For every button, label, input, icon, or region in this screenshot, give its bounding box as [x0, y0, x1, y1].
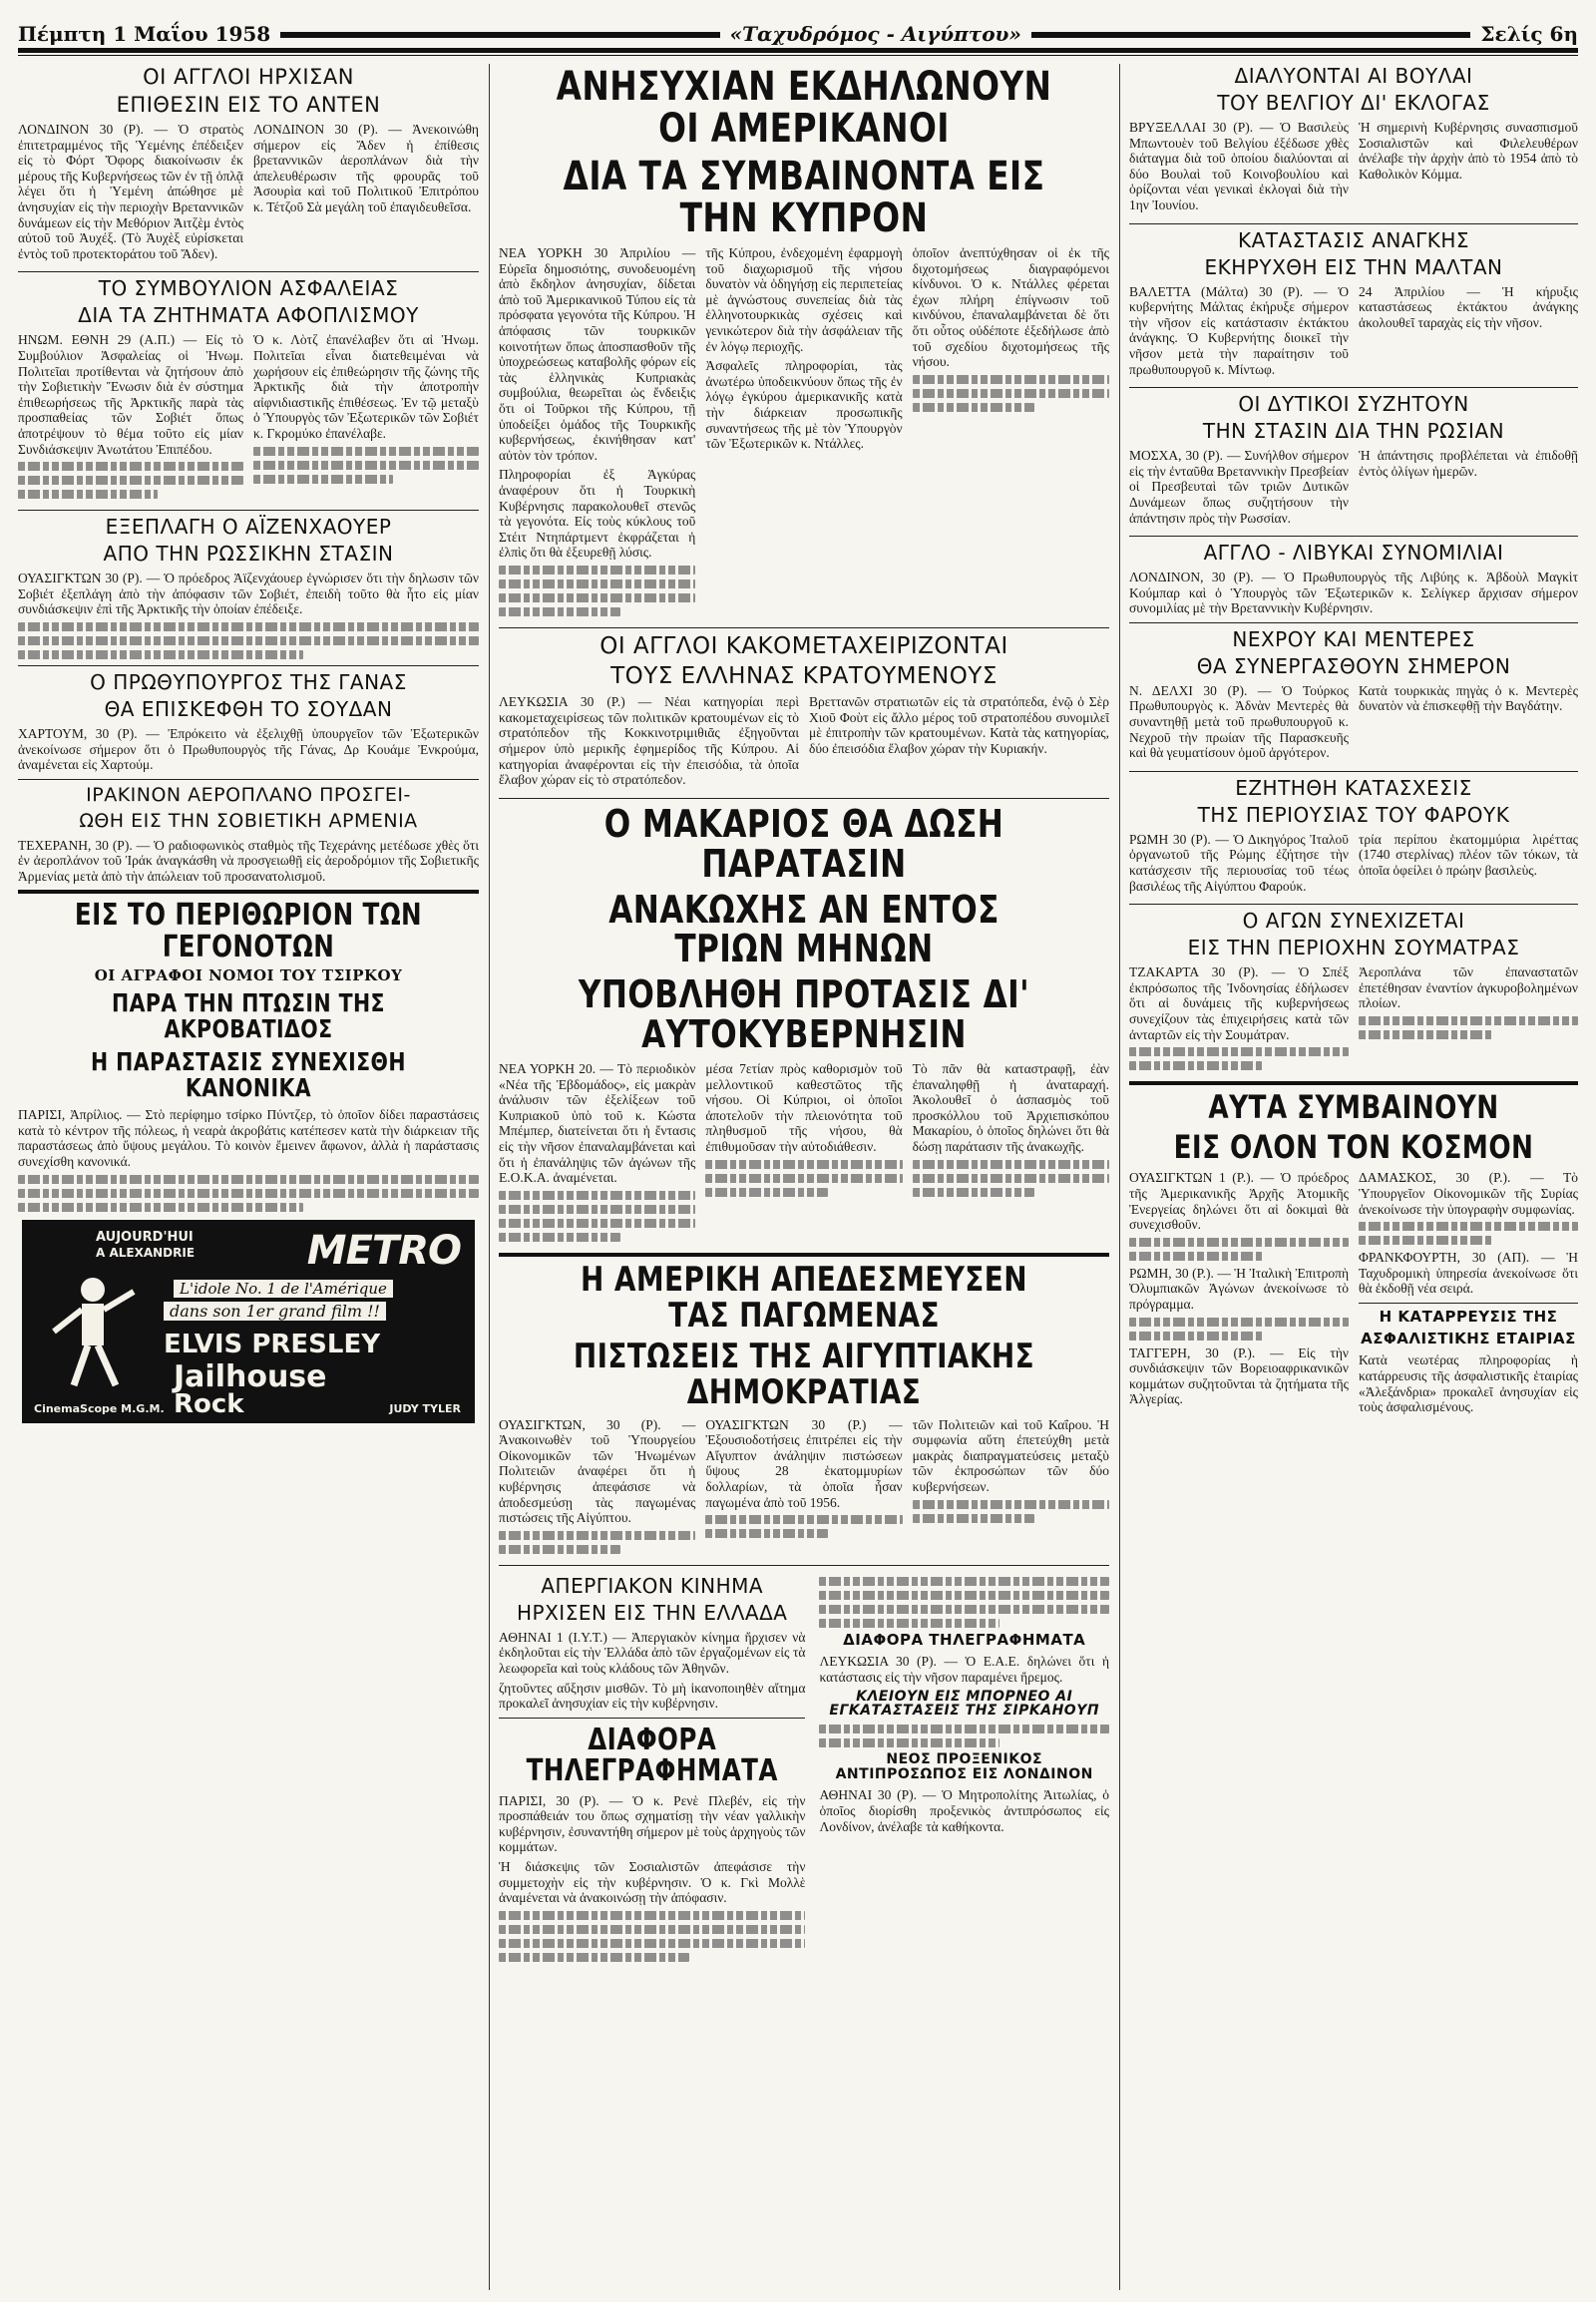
masthead-rule-right	[1031, 32, 1470, 38]
headline: ΑΓΓΛΟ - ΛΙΒΥΚΑΙ ΣΥΝΟΜΙΛΙΑΙ	[1203, 541, 1504, 566]
article-body: 24 Ἀπριλίου — Ἡ κήρυξις καταστάσεως ἐκτάκτου ἀνάγκης ἀκολουθεῖ ταραχὰς εἰς τὴν νῆσον.	[1359, 283, 1578, 330]
article-body: Κατὰ τουρκικὰς πηγὰς ὁ κ. Μεντερὲς δυνατὸν νὰ ἐπισκεφθῇ τὴν Βαγδάτην.	[1359, 682, 1578, 714]
headline: ΑΝΗΣΥΧΙΑΝ ΕΚΔΗΛΩΝΟΥΝ ΟΙ ΑΜΕΡΙΚΑΝΟΙ	[556, 64, 1052, 152]
headline: ΔΙΑΦΟΡΑ ΤΗΛΕΓΡΑΦΗΜΑΤΑ	[526, 1722, 778, 1789]
headline: Η ΠΑΡΑΣΤΑΣΙΣ ΣΥΝΕΧΙΣΘΗ ΚΑΝΟΝΙΚΑ	[91, 1046, 406, 1102]
article-body: ΜΟΣΧΑ, 30 (Ρ). — Συνήλθον σήμερον εἰς τὴν ἐνταῦθα Βρεταννικὴν Πρεσβείαν οἱ Πρεσβευταὶ τῶν τριῶν Δυτικῶν Δυνάμεων ὅπως συζητήσουν τὴν ἀπάντησιν πρὸς τὴν Ρωσσίαν.	[1129, 448, 1349, 526]
article-sumatra	[1129, 911, 1578, 1075]
column-left	[18, 62, 479, 2292]
article-security-council	[18, 278, 479, 504]
headline: ΗΡΧΙΣΕΝ ΕΙΣ ΤΗΝ ΕΛΛΑΔΑ	[517, 1600, 788, 1625]
article-egypt-credits	[499, 1259, 1109, 1559]
headline: ΚΑΤΑΣΤΑΣΙΣ ΑΝΑΓΚΗΣ	[1237, 227, 1470, 252]
article-body: ΑΘΗΝΑΙ 30 (Ρ). — Ὁ Μητροπολίτης Ἀιτωλίας, ὁ ὁποῖος διορίσθη προξενικὸς ἀντιπρόσωπος εἰς Λονδίνον, ἀνέλαβε τὰ καθήκοντα.	[819, 1787, 1109, 1834]
headline: ΑΠΟ ΤΗΝ ΡΩΣΣΙΚΗΝ ΣΤΑΣΙΝ	[103, 542, 394, 567]
article-ghana-pm	[18, 669, 479, 773]
article-body: ΒΡΥΞΕΛΛΑΙ 30 (Ρ). — Ὁ Βασιλεὺς Μπωντουὲν τοῦ Βελγίου ἐξέδωσε χθὲς διάταγμα διὰ τοῦ ὁποίου διαλύονται αἱ δύο Βουλαὶ τοῦ Κοινοβουλίου καὶ ὁρίζονται νέαι γενικαὶ ἐκλογαὶ διὰ τὴν 1ην Ἰουνίου.	[1129, 120, 1349, 212]
headline: ΩΘΗ ΕΙΣ ΤΗΝ ΣΟΒΙΕΤΙΚΗ ΑΡΜΕΝΙΑ	[79, 809, 418, 832]
article-iraqi-plane	[18, 783, 479, 885]
article-body: ΔΑΜΑΣΚΟΣ, 30 (Ρ.). — Τὸ Ὑπουργεῖον Οἰκονομικῶν τῆς Συρίας ἀνεκοίνωσε τὴν ὑπογραφὴν συμφωνίας.	[1359, 1170, 1578, 1217]
headline: ΤΟ ΣΥΜΒΟΥΛΙΟΝ ΑΣΦΑΛΕΙΑΣ	[98, 276, 399, 301]
headline: ΠΑΡΑ ΤΗΝ ΠΤΩΣΙΝ ΤΗΣ ΑΚΡΟΒΑΤΙΔΟΣ	[112, 988, 385, 1044]
article-body: ΗΝΩΜ. ΕΘΝΗ 29 (Α.Π.) — Εἰς τὸ Συμβούλιον Ἀσφαλείας οἱ Ἡνωμ. Πολιτεῖαι προτίθενται νὰ ζητήσουν ἀπὸ τὴν Σοβιετικὴν Ἕνωσιν διὰ ἐν σύστημα ἐπιθεωρήσεως τῆς Ἀρκτικῆς παρὰ τὰς προσπαθείας τῶν Σοβιέτ ὅπως ἀποτρέψουν τὸ θέμα τοῦτο εἰς μίαν Συνδιάσκεψιν Ἀνωτάτου Ἐπιπέδου.	[18, 332, 243, 457]
headline: ΑΥΤΑ ΣΥΜΒΑΙΝΟΥΝ	[1208, 1088, 1499, 1127]
headline: ΥΠΟΒΛΗΘΗ ΠΡΟΤΑΣΙΣ ΔΙ' ΑΥΤΟΚΥΒΕΡΝΗΣΙΝ	[578, 972, 1030, 1057]
column-divider-1	[489, 64, 490, 2290]
headline: ΙΡΑΚΙΝΟΝ ΑΕΡΟΠΛΑΝΟ ΠΡΟΣΓΕΙ-	[86, 783, 411, 806]
masthead-rule-left	[280, 32, 719, 38]
article-body: ὁποῖον ἀνεπτύχθησαν οἱ ἐκ τῆς διχοτομήσεως διαγραφόμενοι κίνδυνοι. Ὁ κ. Ντάλλες φέρεται ἐχων πλήρη ἐπίγνωσιν τοῦ κινδύνου, ἐπαναλαμβάνεται δὲ ὅτι ὅτι οὗτος οὐδέποτε ἐξεδήλωσε ἀπὸ τοῦ σχεδίου διχοτομήσεως τῆς νήσου.	[912, 245, 1109, 370]
article-body: Ἡ ἀπάντησις προβλέπεται νὰ ἐπιδοθῇ ἐντὸς ὀλίγων ἡμερῶν.	[1359, 448, 1578, 479]
masthead-date: Πέμπτη 1 Μαΐου 1958	[18, 22, 271, 46]
article-body: ΟΥΑΣΙΓΚΤΩΝ 1 (Ρ.). — Ὁ πρόεδρος τῆς Ἀμερικανικῆς Ἀρχῆς Ἀτομικῆς Ἐνεργείας δηλώνει ὅτι αἱ δοκιμαὶ θὰ συνεχισθοῦν.	[1129, 1170, 1349, 1233]
headline: Η ΚΑΤΑΡΡΕΥΣΙΣ ΤΗΣ	[1379, 1307, 1558, 1326]
article-body: ΟΥΑΣΙΓΚΤΩΝ 30 (Ρ). — Ὁ πρόεδρος Ἀϊζενχάουερ ἐγνώρισεν ὅτι τὴν δηλωσιν τῶν Σοβιέτ ἐξεπλάγη ἀπὸ τὴν ἀπόφασιν τῶν Σοβιέτ, ἐπειδὴ τοῦτο θὰ ἦτο εἰς μίαν συνδιάσκεψιν ἐπὶ τῆς Ἀρκτικῆς τὴν ὁποίαν ἐπέδειξε.	[18, 571, 479, 617]
headline: ΔΙΑ ΤΑ ΣΥΜΒΑΙΝΟΝΤΑ ΕΙΣ ΤΗΝ ΚΥΠΡΟΝ	[563, 154, 1045, 241]
article-body: ΛΕΥΚΩΣΙΑ 30 (Ρ.) — Νέαι κατηγορίαι περὶ κακομεταχειρίσεως τῶν πολιτικῶν κρατουμένων εἰς τὸ στρατόπεδον τῆς Κοκκινοτριμιθιᾶς ἐξηγοῦνται σήμερον ὑπὸ μερικῆς ἐφημερίδος τῆς Κύπρου. Αἱ κατηγορίαι ἀναφέρονται εἰς τὴν ἐπεισόδια, τὰ ὁποῖα ἔλαβον χώραν εἰς τὸ στρατόπεδον.	[499, 694, 799, 788]
dancer-figure-illustration	[38, 1272, 148, 1391]
article-body: ΤΑΓΓΕΡΗ, 30 (Ρ.). — Εἰς τὴν συνδιάσκεψιν τῶν Βορειοαφρικανικῶν κομμάτων συζητοῦνται τὰ ζητήματα τῆς Ἀλγερίας.	[1129, 1344, 1349, 1407]
article-body: ΟΥΑΣΙΓΚΤΩΝ, 30 (Ρ). — Ἀνακοινωθὲν τοῦ Ὑπουργείου Οἰκονομικῶν τῶν Ἡνωμένων Πολιτειῶν ἀναφέρει ὅτι ἡ κυβέρνησις ἀπεφάσισε νὰ ἀποδεσμεύσῃ τὰς παγωμένας πιστώσεις τῆς Αἰγύπτου.	[499, 1416, 696, 1526]
headline: ΕΖΗΤΗΘΗ ΚΑΤΑΣΧΕΣΙΣ	[1235, 775, 1472, 800]
headline: ΘΑ ΣΥΝΕΡΓΑΣΘΟΥΝ ΣΗΜΕΡΟΝ	[1196, 653, 1511, 678]
subheadline: ΔΙΑΦΟΡΑ ΤΗΛΕΓΡΑΦΗΜΑΤΑ	[843, 1630, 1086, 1649]
headline: ΝΕΧΡΟΥ ΚΑΙ ΜΕΝΤΕΡΕΣ	[1232, 626, 1475, 651]
headline: ΟΙ ΔΥΤΙΚΟΙ ΣΥΖΗΤΟΥΝ	[1238, 392, 1469, 417]
article-circus	[18, 900, 479, 1211]
article-makarios	[499, 801, 1109, 1247]
ad-costar: JUDY TYLER	[389, 1401, 461, 1415]
headline: ΑΠΕΡΓΙΑΚΟΝ ΚΙΝΗΜΑ	[541, 1573, 764, 1598]
article-greek-strike	[499, 1573, 806, 1712]
subheadline: ΚΛΕΙΟΥΝ ΕΙΣ ΜΠΟΡΝΕΟ ΑΙ ΕΓΚΑΤΑΣΤΑΣΕΙΣ ΤΗΣ ΣΙΡΚΑΗΟΥΠ	[829, 1688, 1100, 1720]
ad-cinema-name: METRO	[306, 1227, 461, 1274]
subheadline: ΝΕΟΣ ΠΡΟΞΕΝΙΚΟΣ ΑΝΤΙΠΡΟΣΩΠΟΣ ΕΙΣ ΛΟΝΔΙΝΟΝ	[835, 1751, 1093, 1782]
headline: ΠΙΣΤΩΣΕΙΣ ΤΗΣ ΑΙΓΥΠΤΙΑΚΗΣ ΔΗΜΟΚΡΑΤΙΑΣ	[573, 1337, 1035, 1412]
article-body: ΦΡΑΝΚΦΟΥΡΤΗ, 30 (ΑΠ). — Ἡ Ταχυδρομικὴ ὑπηρεσία ἀνεκοίνωσε ὅτι θὰ ἐκδοθῇ νέα σειρά.	[1359, 1250, 1578, 1297]
column-center	[499, 62, 1109, 2292]
article-body: Ἡ διάσκεψις τῶν Σοσιαλιστῶν ἀπεφάσισε τὴν συμμετοχὴν εἰς τὴν κυβέρνησιν. Ὁ κ. Γκὶ Μολλὲ ἀναμένεται νὰ ἀνακοινώσῃ τὴν ἀπόφασιν.	[499, 1859, 806, 1906]
article-body: ΤΕΧΕΡΑΝΗ, 30 (Ρ). — Ὁ ραδιοφωνικὸς σταθμὸς τῆς Τεχεράνης μετέδωσε χθὲς ὅτι ἐν ἀεροπλάνον τοῦ Ἰράκ ἀναγκάσθη νὰ προσγειωθῇ εἰς ἀεροδρόμιον τῆς Σοβιετικῆς Ἀρμενίας μετὰ ἀπὸ τὴν ἀπώλειαν τοῦ προσανατολισμοῦ.	[18, 837, 479, 884]
ad-film-title: Jailhouse	[174, 1358, 327, 1394]
article-body: ΛΟΝΔΙΝΟΝ 30 (Ρ). — Ἀνεκοινώθη σήμερον εἰς Ἄδεν ἡ ἐπίθεσις βρεταννικῶν ἀεροπλάνων διὰ τὴν ἀπελευθέρωσιν τῆς φρουρᾶς τοῦ Ἀσουρὶα καὶ τοῦ Πολιτικοῦ Ἐπιτρόπου κ. Τέτζοῦ Σὰ μεγάλη τοῦ ἐπαγιδευθεῖσα.	[253, 122, 479, 215]
article-body: ΟΥΑΣΙΓΚΤΩΝ 30 (Ρ.) — Ἐξουσιοδοτήσεις ἐπιτρέπει εἰς τὴν Αἴγυπτον ἀνάληψιν πιστώσεων ὕψους 28 ἑκατομμυρίων δολλαρίων, τὰ ὁποῖα ἦσαν παγωμένα ἀπὸ τοῦ 1956.	[705, 1416, 903, 1510]
article-nehru-menderes	[1129, 626, 1578, 765]
column-divider-2	[1119, 64, 1120, 2290]
article-british-prisoners	[499, 634, 1109, 792]
article-body: μέσα 7ετίαν πρὸς καθορισμὸν τοῦ μελλοντικοῦ καθεστῶτος τῆς νήσου. Οἱ Κύπριοι, οἱ ὁποῖοι ἀποτελοῦν τὴν πλειονότητα τοῦ πληθυσμοῦ τῆς νήσου, θὰ ἐπιθυμοῦσαν τὴν αὐτοδιάθεσιν.	[705, 1061, 903, 1155]
headline: Ο ΠΡΩΘΥΠΟΥΡΓΟΣ ΤΗΣ ΓΑΝΑΣ	[90, 669, 407, 694]
headline: ΟΙ ΑΓΓΛΟΙ ΚΑΚΟΜΕΤΑΧΕΙΡΙΖΟΝΤΑΙ	[599, 632, 1008, 659]
masthead-page-number: Σελίς 6η	[1480, 22, 1578, 46]
article-body: τρία περίπου ἑκατομμύρια λιρέττας (1740 στερλίνας) πλέον τῶν τόκων, τὰ ὁποῖα ὀφείλει ὁ πρώην βασιλεὺς.	[1359, 831, 1578, 879]
article-world-news	[1129, 1088, 1578, 1419]
ad-star-name: ELVIS PRESLEY	[164, 1329, 381, 1359]
article-body: ΛΟΝΔΙΝΟΝ 30 (Ρ). — Ὁ στρατὸς ἐπιτετραμμένος τῆς Ὑεμένης ἐπέδειξεν εἰς τὸ Φόρτ Ὄφορς διακοίνωσιν ἐκ μέρους τῆς Κυβερνήσεως τῶν ἐν τῇ ὁπλᾷ λέγει ὅτι ἡ Ὑεμένη ἀπώθησε μὲ ἀνησυχίαν εἰς τὴν περιοχὴν Βρεταννικῶν δυνάμεων εἰς τὴν Μεθόριον Ἀιτζὲμ ἐντὸς αὐτοῦ τοῦ Ἀυχέξ. (Τὸ Ἀυχὲξ εὑρίσκεται ἐντὸς τοῦ προτεκτοράτου τοῦ Ἄδεν).	[18, 122, 243, 261]
article-eisenhower	[18, 517, 479, 659]
headline: ΕΙΣ ΤΟ ΠΕΡΙΘΩΡΙΟΝ ΤΩΝ ΓΕΓΟΝΟΤΩΝ	[74, 898, 423, 964]
ad-credits: CinemaScope M.G.M.	[34, 1401, 165, 1415]
headline: ΤΟΥ ΒΕΛΓΙΟΥ ΔΙ' ΕΚΛΟΓΑΣ	[1217, 91, 1490, 115]
article-body: τῶν Πολιτειῶν καὶ τοῦ Καΐρου. Ἡ συμφωνία αὕτη ἐπετεύχθη μετὰ μακρὰς διαπραγματεύσεις μεταξὺ τῶν ἐκπροσώπων τῶν δύο κυβερνήσεων.	[912, 1416, 1109, 1494]
article-body: ΛΕΥΚΩΣΙΑ 30 (Ρ). — Ὁ Ε.Α.Ε. δηλώνει ὅτι ἡ κατάστασις εἰς τὴν νῆσον παραμένει ἤρεμος.	[819, 1654, 1109, 1686]
article-body: Ἡ σημερινὴ Κυβέρνησις συνασπισμοῦ Σοσιαλιστῶν καὶ Φιλελευθέρων ἀνέλαβε τὴν ἀρχὴν ἀπὸ τὸ 1954 ἀπὸ τὸ Καθολικὸν Κόμμα.	[1359, 120, 1578, 182]
article-body: ζητοῦντες αὔξησιν μισθῶν. Τὸ μὴ ἱκανοποιηθὲν αἴτημα προκαλεῖ ἀνησυχίαν εἰς τὴν κυβέρνησιν.	[499, 1680, 806, 1712]
headline: ΕΙΣ ΤΗΝ ΠΕΡΙΟΧΗΝ ΣΟΥΜΑΤΡΑΣ	[1187, 936, 1520, 960]
article-body: Ἀεροπλάνα τῶν ἐπαναστατῶν ἐπετέθησαν ἐναντίον ἀγκυροβολημένων πλοίων.	[1359, 964, 1578, 1011]
article-body: ΠΑΡΙΣΙ, 30 (Ρ). — Ὁ κ. Ρενὲ Πλεβέν, εἰς τὴν προσπάθειάν του ὅπως σχηματίσῃ τὴν νέαν γαλλικὴν κυβέρνησιν, ἐσυναντήθη σήμερον μὲ τοὺς ἀρχηγοὺς τῶν κομμάτων.	[499, 1792, 806, 1855]
headline: Ο ΑΓΩΝ ΣΥΝΕΧΙΖΕΤΑΙ	[1242, 909, 1465, 934]
article-west-russia	[1129, 394, 1578, 530]
ad-tagline: L'idole No. 1 de l'Amérique	[174, 1280, 393, 1298]
headline: ΤΗΣ ΠΕΡΙΟΥΣΙΑΣ ΤΟΥ ΦΑΡΟΥΚ	[1197, 802, 1510, 827]
article-belgium	[1129, 66, 1578, 217]
masthead-divider	[18, 48, 1578, 53]
headline: ΕΞΕΠΛΑΓΗ Ο ΑΪΖΕΝΧΑΟΥΕΡ	[105, 515, 392, 540]
headline: Ο ΜΑΚΑΡΙΟΣ ΘΑ ΔΩΣΗ ΠΑΡΑΤΑΣΙΝ	[603, 801, 1004, 886]
article-insurance-collapse	[1359, 1307, 1578, 1415]
article-body: Πληροφορίαι ἐξ Ἀγκύρας ἀναφέρουν ὅτι ἡ Τουρκικὴ Κυβέρνησις παρακολουθεῖ στενῶς τὰ γεγονότα. Εἰς τοὺς κύκλους τοῦ Στέιτ Ντηπάρτμεντ ἐκφράζεται ἡ ἐλπὶς ὅτι θὰ ἐξευρεθῇ λύσις.	[499, 467, 696, 561]
headline: ΔΙΑ ΤΑ ΖΗΤΗΜΑΤΑ ΑΦΟΠΛΙΣΜΟΥ	[78, 303, 419, 328]
article-cyprus-americans	[499, 66, 1109, 621]
article-malta	[1129, 227, 1578, 382]
headline: ΑΝΑΚΩΧΗΣ ΑΝ ΕΝΤΟΣ ΤΡΙΩΝ ΜΗΝΩΝ	[608, 887, 999, 971]
article-anglo-libyan	[1129, 543, 1578, 616]
article-body: ΤΖΑΚΑΡΤΑ 30 (Ρ). — Ὁ Σπέξ ἐκπρόσωπος τῆς Ἰνδονησίας ἐδήλωσεν ὅτι αἱ δυνάμεις τῆς κυβερνήσεως συνεχίζουν τὰς ἐπιχειρήσεις κατὰ τῶν ἀνταρτῶν εἰς τὴν Σουμάτραν.	[1129, 964, 1349, 1042]
headline: ΕΠΙΘΕΣΙΝ ΕΙΣ ΤΟ ΑΝΤΕΝ	[116, 93, 381, 118]
article-body: ΡΩΜΗ, 30 (Ρ.). — Ἡ Ἰταλικὴ Ἐπιτροπὴ Ὀλυμπιακῶν Ἀγώνων ἀνεκοίνωσε τὸ πρόγραμμα.	[1129, 1265, 1349, 1312]
headline: Η ΑΜΕΡΙΚΗ ΑΠΕΔΕΣΜΕΥΣΕΝ ΤΑΣ ΠΑΓΩΜΕΝΑΣ	[581, 1259, 1027, 1336]
article-body: Ἀσφαλεῖς πληροφορίαι, τὰς ἀνωτέρω ὑποδεικνύουν ὅπως τῆς ἐν λόγῳ ἐγκύρου ἀμερικανικῆς κατὰ τὴν διάρκειαν προσωπικῆς συναντήσεως τῆς μὲ τὸν Ὑπουργὸν τῶν Ἐξωτερικῶν κ. Ντάλλες.	[705, 358, 903, 452]
article-body: ΡΩΜΗ 30 (Ρ). — Ὁ Δικηγόρος Ἰταλοῦ ὀργανωτοῦ τῆς Ρώμης ἐζήτησε τὴν κατάσχεσιν τῆς περιουσίας τοῦ τέως βασιλέως τῆς Αἰγύπτου Φαρούκ.	[1129, 831, 1349, 894]
headline: ΑΣΦΑΛΙΣΤΙΚΗΣ ΕΤΑΙΡΙΑΣ	[1361, 1329, 1576, 1347]
article-body: Ν. ΔΕΛΧΙ 30 (Ρ). — Ὁ Τούρκος Πρωθυπουργὸς κ. Ἀδνὰν Μεντερὲς θὰ συναντηθῇ μετὰ τοῦ πρωθυπουργοῦ κ. Νεχροῦ τὴν πρωίαν τῆς Παρασκευῆς καὶ θὰ γευματίσουν ὁμοῦ ἀργότερον.	[1129, 682, 1349, 761]
article-body: ΒΑΛΕΤΤΑ (Μάλτα) 30 (Ρ). — Ὁ κυβερνήτης Μάλτας ἐκήρυξε σήμερον τὴν νῆσον εἰς κατάστασιν ἐκτάκτου ἀνάγκης. Ὁ Κυβερνήτης διοικεῖ τὴν νῆσον μετὰ τὴν παραίτησιν τοῦ πρωθυπουργοῦ κ. Μίντωφ.	[1129, 283, 1349, 377]
article-body: ΝΕΑ ΥΟΡΚΗ 20. — Τὸ περιοδικὸν «Νέα τῆς Ἑβδομάδος», εἰς μακρὰν ἀνάλυσιν τῶν ἐξελίξεων τοῦ Κυπριακοῦ ὑπὸ τοῦ κ. Κώστα Μπέμπερ, διατείνεται ὅτι ἡ ἔντασις εἰς τὴν νῆσον ἐπαναλαμβάνεται καὶ ὅτι ἡ ἐπανάληψις τῶν ἀγώνων τῆς Ε.Ο.Κ.Α. ἀναμένεται.	[499, 1061, 696, 1186]
ad-date-line: AUJOURD'HUI	[96, 1229, 194, 1245]
headline: ΤΗΝ ΣΤΑΣΙΝ ΔΙΑ ΤΗΝ ΡΩΣΙΑΝ	[1202, 419, 1505, 444]
article-body: Ὁ κ. Λὸτζ ἐπανέλαβεν ὅτι αἱ Ἡνωμ. Πολιτεῖαι εἶναι διατεθειμέναι νὰ χωρήσουν εἰς ἐπιθεώρησιν τῆς ζώνης τῆς Ἀρκτικῆς διὰ τὴν ἀποτροπὴν αἰφνιδιαστικῆς ἐπιθέσεως. Ἐν τῷ μεταξὺ ὁ Ὑπουργὸς τῶν Ἐξωτερικῶν τῶν Σοβιέτ κ. Γκρομύκο ἐπανέλαβε.	[253, 332, 479, 441]
article-body: ΑΘΗΝΑΙ 1 (Ι.Υ.Τ.) — Ἀπεργιακὸν κίνημα ἤρχισεν νὰ ἐκδηλοῦται εἰς τὴν Ἑλλάδα ἀπὸ τῶν ἐργαζομένων εἰς τὰ λεωφορεῖα καὶ τοὺς κλάδους τῶν Ἀθηνῶν.	[499, 1629, 806, 1676]
ad-film-title: Rock	[174, 1388, 244, 1419]
article-farouk	[1129, 775, 1578, 898]
headline: ΟΙ ΑΓΓΛΟΙ ΗΡΧΙΣΑΝ	[143, 65, 354, 89]
ad-city-line: A ALEXANDRIE	[96, 1245, 196, 1260]
masthead-paper-name: «Ταχυδρόμος - Αιγύπτου»	[729, 22, 1021, 46]
article-body: ΝΕΑ ΥΟΡΚΗ 30 Ἀπριλίου — Εὐρεῖα δημοσιότης, συνοδευομένη ἀπὸ ἔκδηλον ἀνησυχίαν, δίδεται ἀπὸ τοῦ Ἀμερικανικοῦ Τύπου εἰς τὰ πρόσφατα γεγονότα τῆς Κύπρου. Ἡ ἀπόφασις τῶν τουρκικῶν κοινοτήτων ὅπως ἀποσπασθοῦν τῆς ὑποχρεώσεως καταβολῆς φόρων εἰς τὰς ἑλληνικὰς Κυπριακὰς συμβούλια, θεωρεῖται ὡς ἔνδειξις ὅτι οἱ Τοῦρκοι τῆς Κύπρου, τῇ ὑποδείξει ὁμάδος τῆς Τουρκικῆς κυβερνήσεως, ἐκινήθησαν κατ' αὐτὸν τὸν τρόπον.	[499, 245, 696, 463]
cinema-advertisement	[22, 1220, 475, 1423]
headline: ΔΙΑΛΥΟΝΤΑΙ ΑΙ ΒΟΥΛΑΙ	[1234, 64, 1473, 88]
article-body: Βρεττανῶν στρατιωτῶν εἰς τὰ στρατόπεδα, ἐνῷ ὁ Σὲρ Χιοῦ Φοὺτ εἰς ἄλλο μέρος τοῦ στρατοπέδου συνομιλεῖ μὲ ἐπιτροπὴν τῶν κρατουμένων. Κατὰ τὰς κατηγορίας, δύο ἐπεισόδια ἔλαβον χώραν τὴν Κυριακήν.	[809, 694, 1109, 756]
subheadline: ΟΙ ΑΓΡΑΦΟΙ ΝΟΜΟΙ ΤΟΥ ΤΣΙΡΚΟΥ	[94, 966, 403, 985]
article-body: ΧΑΡΤΟΥΜ, 30 (Ρ). — Ἐπρόκειτο νὰ ἐξελιχθῇ ὑπουργεῖον τῶν Ἐξωτερικῶν ἀνεκοίνωσε σήμερον ὅτι ὁ Πρωθυπουργὸς τῆς Γάνας, Δρ Κουάμε Ἐνκρούμα, ἀναμένεται εἰς Χαρτούμ.	[18, 725, 479, 773]
masthead	[18, 6, 1578, 46]
article-body: ΠΑΡΙΣΙ, Ἀπρίλιος. — Στὸ περίφημο τσίρκο Πύντζερ, τὸ ὁποῖον δίδει παραστάσεις κατὰ τὸ κέντρον τῆς πόλεως, ἡ νεαρὰ ἀκροβάτις κατέπεσεν κατὰ τὴν διάρκειαν τῆς παραστάσεως ἀπὸ ὕψους μεγάλου. Τὸ κοινὸν ἔμεινεν ἄφωνον, ἀλλὰ ἡ παράστασις συνεχίσθη κανονικά.	[18, 1107, 479, 1169]
headline: ΕΚΗΡΥΧΘΗ ΕΙΣ ΤΗΝ ΜΑΛΤΑΝ	[1204, 254, 1503, 279]
masthead-divider-thin	[18, 55, 1578, 56]
article-body: ΛΟΝΔΙΝΟΝ, 30 (Ρ). — Ὁ Πρωθυπουργὸς τῆς Λιβύης κ. Ἀβδοὺλ Μαγκὶτ Κούμπαρ καὶ ὁ Ὑπουργὸς τῶν Ἐξωτερικῶν κ. Σελίγκερ ἄρχισαν σήμερον συνομιλίας μὲ τὴν Βρεταννικὴν Κυβέρνησιν.	[1129, 570, 1578, 616]
article-aden-attack	[18, 66, 479, 265]
article-body: τῆς Κύπρου, ἐνδεχομένη ἐφαρμογὴ τοῦ διαχωρισμοῦ τῆς νήσου δυνατὸν νὰ ὁδηγήσῃ εἰς περιπετείας μὲ ἀγνώστους συνεπείας διὰ τὰς ἑλληνοτουρκικὰς σχέσεις καὶ γενικώτερον διὰ τὴν ἀσφάλειαν τῆς ἐν λόγῳ περιοχῆς.	[705, 245, 903, 354]
headline: ΕΙΣ ΟΛΟΝ ΤΟΝ ΚΟΣΜΟΝ	[1173, 1127, 1534, 1166]
article-telegrams	[499, 1722, 806, 1962]
headline: ΤΟΥΣ ΕΛΛΗΝΑΣ ΚΡΑΤΟΥΜΕΝΟΥΣ	[610, 663, 998, 690]
column-right	[1129, 62, 1578, 2292]
article-body: Τὸ πᾶν θὰ καταστραφῇ, ἐὰν ἐπαναληφθῇ ἡ ἀναταραχή. Ἀκολουθεῖ ὁ ἀσπασμὸς τοῦ προσκόλλου τοῦ Ἀρχιεπισκόπου Μακαρίου, ὁ ὁποῖος δηλώνει ὅτι θὰ δώσῃ παράτασιν τῆς ἀνακωχῆς.	[912, 1061, 1109, 1155]
headline: ΘΑ ΕΠΙΣΚΕΦΘΗ ΤΟ ΣΟΥΔΑΝ	[104, 696, 393, 721]
article-body: Κατὰ νεωτέρας πληροφορίας ἡ κατάρρευσις τῆς ἀσφαλιστικῆς ἑταιρίας «Ἀλεξάνδρια» προκαλεῖ ἀνησυχίαν εἰς τοὺς ἀσφαλισμένους.	[1359, 1352, 1578, 1415]
ad-tagline: dans son 1er grand film !!	[164, 1302, 386, 1321]
